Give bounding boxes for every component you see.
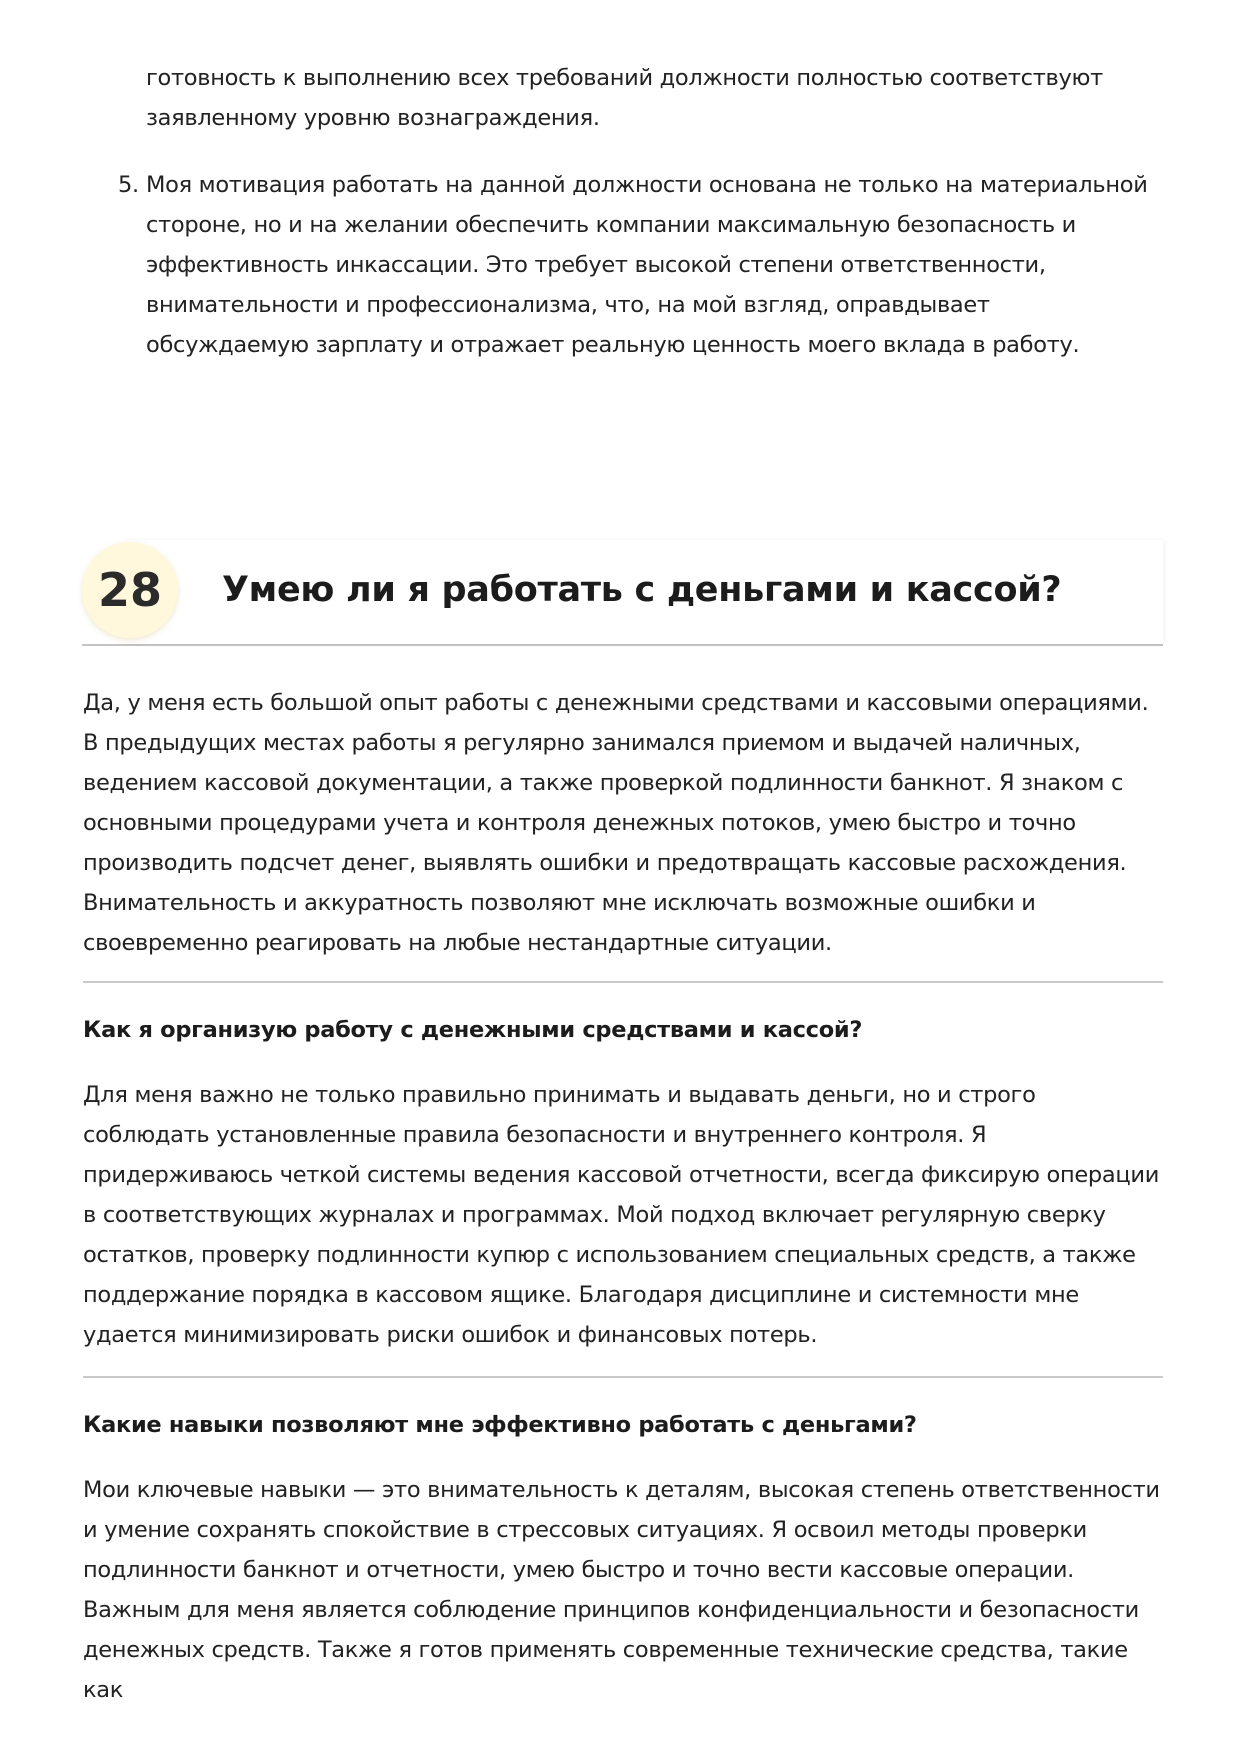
list-item-5 — [118, 165, 1156, 365]
subsection-heading-skills: Какие навыки позволяют мне эффективно работать с деньгами? — [83, 1412, 917, 1438]
section-number-badge: 28 — [82, 542, 178, 638]
subsection-paragraph-skills: Мои ключевые навыки — это внимательность к деталям, высокая степень ответственности и умение сохранять спокойствие в стрессовых ситуациях. Я освоил методы проверки подлинности банкнот и отчетности, умею быстро и точно вести кассовые операции. Важным для меня является соблюдение принципов конфиденциальности и безопасности денежных средств. Также я готов применять современные технические средства, такие как — [83, 1477, 1160, 1703]
list-item-4-continuation: готовность к выполнению всех требований должности полностью соответствуют заявленному уровню вознаграждения. — [146, 65, 1103, 131]
subsection-heading-organization: Как я организую работу с денежными средствами и кассой? — [83, 1017, 863, 1043]
list-item-text: Моя мотивация работать на данной должности основана не только на материальной стороне, но и на желании обеспечить компании максимальную безопасность и эффективность инкассации. Это требует высокой степени ответственности, внимательности и профессионализма, что, на мой взгляд, оправдывает обсуждаемую зарплату и отражает реальную ценность моего вклада в работу. — [146, 172, 1148, 358]
divider — [83, 981, 1163, 983]
section-header — [82, 540, 1163, 646]
section-intro-paragraph: Да, у меня есть большой опыт работы с денежными средствами и кассовыми операциями. В предыдущих местах работы я регулярно занимался приемом и выдачей наличных, ведением кассовой документации, а также проверкой подлинности банкнот. Я знаком с основными процедурами учета и контроля денежных потоков, умею быстро и точно производить подсчет денег, выявлять ошибки и предотвращать кассовые расхождения. Внимательность и аккуратность позволяют мне исключать возможные ошибки и своевременно реагировать на любые нестандартные ситуации. — [83, 690, 1149, 956]
section-title: Умею ли я работать с деньгами и кассой? — [222, 570, 1062, 610]
list-item-number: 5. — [118, 172, 139, 198]
subsection-paragraph-organization: Для меня важно не только правильно принимать и выдавать деньги, но и строго соблюдать установленные правила безопасности и внутреннего контроля. Я придерживаюсь четкой системы ведения кассовой отчетности, всегда фиксирую операции в соответствующих журналах и программах. Мой подход включает регулярную сверку остатков, проверку подлинности купюр с использованием специальных средств, а также поддержание порядка в кассовом ящике. Благодаря дисциплине и системности мне удается минимизировать риски ошибок и финансовых потерь. — [83, 1082, 1160, 1348]
divider — [83, 1376, 1163, 1378]
